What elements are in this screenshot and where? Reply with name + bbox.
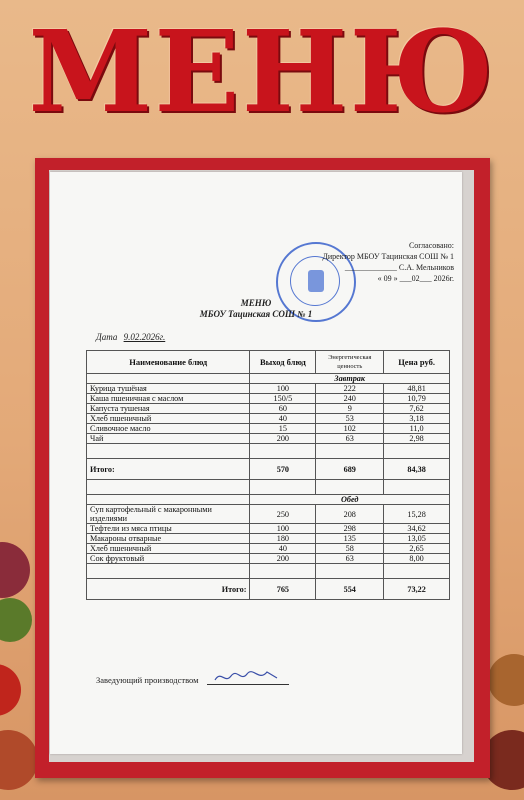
table-cell: Хлеб пшеничный [87, 544, 250, 554]
table-row [87, 384, 450, 394]
lunch-section-row [87, 495, 450, 505]
date-label: Дата [96, 332, 118, 342]
table-cell: 135 [316, 534, 384, 544]
blank-row [87, 444, 450, 459]
table-cell: 150/5 [250, 394, 316, 404]
menu-table [86, 350, 450, 600]
approval-name: _____________ С.А. Мельников [344, 263, 454, 272]
table-cell: 2,98 [384, 434, 450, 444]
table-cell: Итого: [87, 579, 250, 600]
table-row [87, 554, 450, 564]
document-subtitle: МБОУ Тацинская СОШ № 1 [199, 309, 313, 319]
table-cell: 200 [250, 434, 316, 444]
table-cell: 7,62 [384, 404, 450, 414]
table-cell: 102 [316, 424, 384, 434]
menu-sheet [50, 172, 462, 754]
table-row [87, 404, 450, 414]
table-cell [250, 444, 316, 459]
table-cell: 15 [250, 424, 316, 434]
table-cell: Хлеб пшеничный [87, 414, 250, 424]
table-cell [87, 480, 250, 495]
approval-agreed: Согласовано: [408, 241, 454, 250]
table-cell: 222 [316, 384, 384, 394]
table-cell: 58 [316, 544, 384, 554]
table-cell: 53 [316, 414, 384, 424]
table-cell: 15,28 [384, 505, 450, 524]
document-title: МЕНЮ [240, 298, 272, 308]
table-cell [316, 564, 384, 579]
approval-block [224, 240, 454, 284]
blank-row [87, 480, 450, 495]
table-cell: Макароны отварные [87, 534, 250, 544]
table-cell: Чай [87, 434, 250, 444]
table-row [87, 505, 450, 524]
table-cell: Тефтели из мяса птицы [87, 524, 250, 534]
table-cell: 570 [250, 459, 316, 480]
table-cell: 554 [316, 579, 384, 600]
table-row [87, 394, 450, 404]
table-cell [250, 564, 316, 579]
table-row [87, 524, 450, 534]
footer-signature-line [96, 672, 289, 685]
lunch-total-row [87, 579, 450, 600]
table-cell: Завтрак [250, 374, 450, 384]
table-cell: 40 [250, 414, 316, 424]
table-cell: 11,0 [384, 424, 450, 434]
table-cell: 100 [250, 384, 316, 394]
signature-icon [211, 668, 281, 686]
table-cell: 8,00 [384, 554, 450, 564]
header-energy: Энергетическая ценность [316, 351, 384, 374]
table-cell: Каша пшеничная с маслом [87, 394, 250, 404]
table-cell: 100 [250, 524, 316, 534]
table-cell [87, 374, 250, 384]
date-line [96, 332, 165, 342]
footer-label: Заведующий производством [96, 675, 199, 685]
breakfast-section-row [87, 374, 450, 384]
table-cell: 9 [316, 404, 384, 414]
table-cell: 34,62 [384, 524, 450, 534]
table-cell: 689 [316, 459, 384, 480]
table-cell: 2,65 [384, 544, 450, 554]
breakfast-total-row [87, 459, 450, 480]
blank-row [87, 564, 450, 579]
table-cell [384, 480, 450, 495]
table-cell: 3,18 [384, 414, 450, 424]
approval-director: Директор МБОУ Тацинская СОШ № 1 [322, 252, 454, 261]
table-cell [384, 444, 450, 459]
table-row [87, 424, 450, 434]
table-row [87, 544, 450, 554]
table-cell [316, 480, 384, 495]
table-row [87, 434, 450, 444]
date-value: 9.02.2026г. [123, 332, 166, 342]
table-cell: 250 [250, 505, 316, 524]
table-cell [250, 480, 316, 495]
table-row [87, 534, 450, 544]
table-cell [87, 444, 250, 459]
table-cell [87, 564, 250, 579]
food-decoration-right [484, 640, 524, 800]
table-cell [384, 564, 450, 579]
table-cell: 765 [250, 579, 316, 600]
menu-banner [0, 0, 524, 160]
table-cell: Сок фруктовый [87, 554, 250, 564]
table-cell: 180 [250, 534, 316, 544]
header-dish: Наименование блюд [87, 351, 250, 374]
table-cell: 208 [316, 505, 384, 524]
table-cell: Сливочное масло [87, 424, 250, 434]
table-cell: 73,22 [384, 579, 450, 600]
table-cell: 48,81 [384, 384, 450, 394]
table-cell: 200 [250, 554, 316, 564]
table-cell: 84,38 [384, 459, 450, 480]
table-cell: Капуста тушеная [87, 404, 250, 414]
table-cell [316, 444, 384, 459]
header-yield: Выход блюд [250, 351, 316, 374]
table-cell: 10,79 [384, 394, 450, 404]
table-cell: Итого: [87, 459, 250, 480]
approval-date: « 09 » ___02___ 2026г. [377, 274, 454, 283]
table-cell: Курица тушёная [87, 384, 250, 394]
table-cell [87, 495, 250, 505]
table-cell: Обед [250, 495, 450, 505]
table-cell: 40 [250, 544, 316, 554]
banner-title: МЕНЮ [28, 7, 496, 138]
table-cell: 298 [316, 524, 384, 534]
table-cell: 240 [316, 394, 384, 404]
header-price: Цена руб. [384, 351, 450, 374]
table-cell: Суп картофельный с макаронными изделиями [87, 505, 250, 524]
table-row [87, 414, 450, 424]
table-cell: 63 [316, 434, 384, 444]
table-cell: 60 [250, 404, 316, 414]
table-cell: 63 [316, 554, 384, 564]
table-header-row [87, 351, 450, 374]
table-cell: 13,05 [384, 534, 450, 544]
